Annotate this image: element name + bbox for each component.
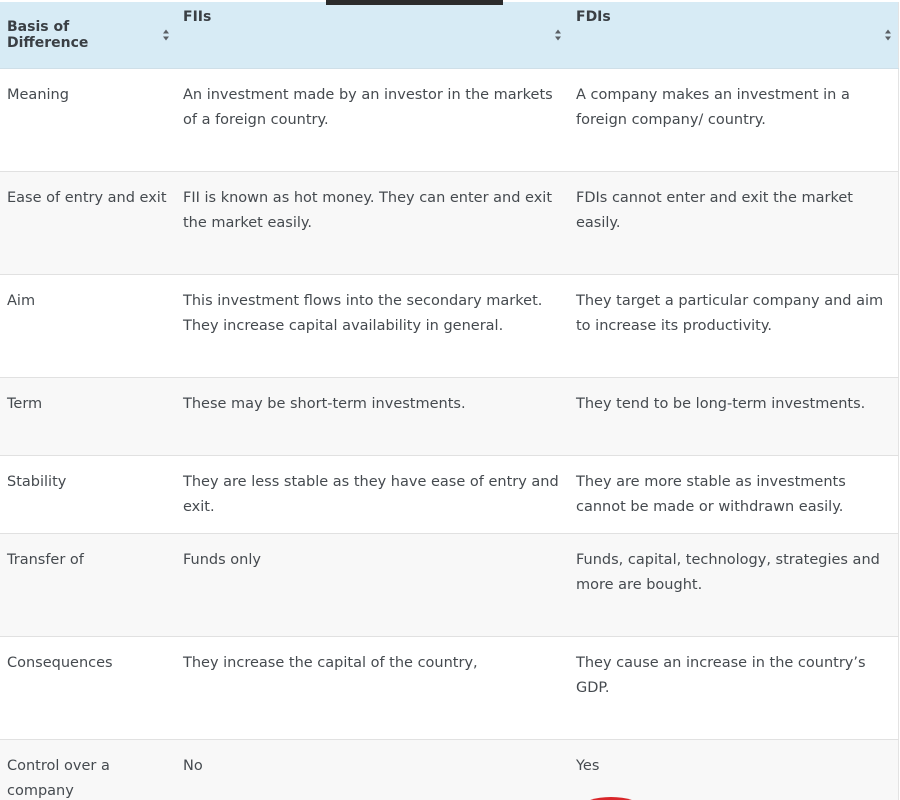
table-row bbox=[0, 377, 898, 455]
cell-fdi: FDIs cannot enter and exit the market easily. bbox=[576, 189, 853, 231]
cell-fii: They increase the capital of the country, bbox=[183, 654, 478, 671]
cell-fdi: Funds, capital, technology, strategies and more are bought. bbox=[576, 551, 880, 593]
table-row bbox=[0, 171, 898, 274]
table-row bbox=[0, 68, 898, 171]
sort-icon[interactable] bbox=[163, 29, 170, 40]
cell-fii: This investment flows into the secondary market. They increase capital availability in general. bbox=[183, 292, 543, 334]
cell-basis: Ease of entry and exit bbox=[7, 189, 167, 206]
cell-fii: An investment made by an investor in the markets of a foreign country. bbox=[183, 86, 553, 128]
cell-basis: Meaning bbox=[7, 86, 69, 103]
table-header-row bbox=[0, 2, 898, 68]
sort-icon[interactable] bbox=[555, 29, 562, 40]
table-row bbox=[0, 274, 898, 377]
top-tab-bar bbox=[326, 0, 503, 5]
column-header-fdis[interactable] bbox=[568, 2, 898, 68]
cell-basis: Aim bbox=[7, 292, 36, 309]
cell-fdi: A company makes an investment in a foreign company/ country. bbox=[576, 86, 850, 128]
table-row bbox=[0, 533, 898, 636]
cell-basis: Term bbox=[7, 395, 43, 412]
cell-fdi: Yes bbox=[576, 757, 600, 774]
sort-icon[interactable] bbox=[885, 29, 892, 40]
cell-fii: They are less stable as they have ease of entry and exit. bbox=[183, 473, 559, 515]
column-header-label: Basis of Difference bbox=[7, 18, 89, 51]
column-header-fiis[interactable] bbox=[175, 2, 568, 68]
cell-basis: Control over a company bbox=[7, 757, 110, 799]
comparison-table bbox=[0, 2, 899, 800]
cell-fii: Funds only bbox=[183, 551, 261, 568]
table-row bbox=[0, 636, 898, 739]
cell-basis: Transfer of bbox=[7, 551, 84, 568]
column-header-label: FDIs bbox=[576, 9, 611, 25]
cell-basis: Consequences bbox=[7, 654, 113, 671]
column-header-label: FIIs bbox=[183, 9, 212, 25]
table-row bbox=[0, 739, 898, 800]
cell-fii: FII is known as hot money. They can enter and exit the market easily. bbox=[183, 189, 553, 231]
table-row bbox=[0, 455, 898, 533]
cell-fdi: They are more stable as investments cannot be made or withdrawn easily. bbox=[576, 473, 846, 515]
column-header-basis[interactable] bbox=[0, 2, 175, 68]
cell-basis: Stability bbox=[7, 473, 67, 490]
cell-fdi: They tend to be long-term investments. bbox=[576, 395, 866, 412]
cell-fdi: They target a particular company and aim to increase its productivity. bbox=[576, 292, 884, 334]
cell-fii: No bbox=[183, 757, 203, 774]
cell-fii: These may be short-term investments. bbox=[183, 395, 466, 412]
cell-fdi: They cause an increase in the country’s GDP. bbox=[576, 654, 866, 696]
